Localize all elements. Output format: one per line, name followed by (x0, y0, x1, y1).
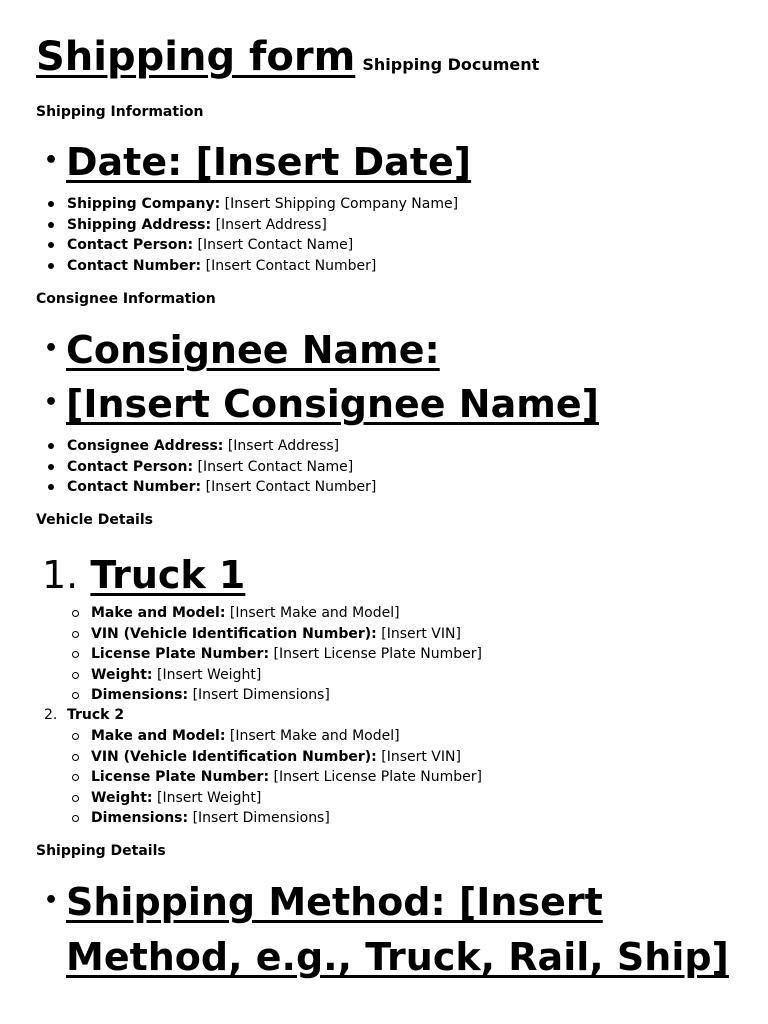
bullet-icon (48, 484, 54, 490)
field-label: License Plate Number: (91, 646, 270, 662)
field-value: [Insert Address] (215, 216, 327, 233)
truck-2-heading (44, 707, 124, 723)
bullet-icon: • (44, 887, 59, 913)
field-label: Contact Person: (67, 458, 194, 475)
field-value: [Insert Contact Number] (205, 479, 377, 495)
field-value: [Insert Weight] (156, 666, 262, 683)
list-item (46, 436, 376, 457)
circle-bullet-icon (72, 692, 79, 699)
consignee-info-list (46, 436, 376, 498)
list-item (46, 477, 376, 498)
truck-name: Truck 2 (67, 707, 125, 723)
consignee-information-heading: Consignee Information (36, 291, 216, 307)
field-value: [Insert Shipping Company Name] (224, 196, 459, 212)
shipping-information-heading: Shipping Information (36, 104, 204, 120)
truck-2-fields (70, 726, 482, 829)
field-value: [Insert Address] (227, 438, 340, 454)
shipping-details-heading: Shipping Details (36, 843, 166, 859)
list-item (70, 665, 482, 686)
field-label: VIN (Vehicle Identification Number): (91, 748, 377, 765)
circle-bullet-icon (72, 754, 79, 761)
field-value: [Insert License Plate Number] (273, 646, 482, 662)
bullet-icon (48, 464, 54, 470)
field-value: [Insert Weight] (156, 789, 262, 806)
field-label: Weight: (91, 666, 153, 683)
bullet-icon: • (44, 389, 59, 415)
field-label: Consignee Address: (67, 438, 224, 454)
truck-name: Truck 1 (90, 553, 246, 597)
circle-bullet-icon (72, 651, 79, 658)
shipping-method-text: Shipping Method: [Insert (66, 880, 603, 924)
field-value: [Insert License Plate Number] (273, 769, 482, 785)
date-item-text: Date: [Insert Date] (66, 140, 472, 184)
shipping-method-text-continued: Method, e.g., Truck, Rail, Ship] (66, 935, 729, 979)
list-item (70, 747, 482, 768)
bullet-icon (48, 222, 54, 228)
list-item (70, 808, 482, 829)
list-item (46, 194, 458, 215)
circle-bullet-icon (72, 815, 79, 822)
list-number: 1. (42, 553, 79, 597)
field-label: Contact Number: (67, 257, 202, 274)
bullet-icon: • (44, 147, 59, 173)
list-item (70, 726, 482, 747)
circle-bullet-icon (72, 672, 79, 679)
bullet-icon (48, 263, 54, 269)
consignee-name-value: [Insert Consignee Name] (66, 382, 599, 426)
field-label: Contact Person: (67, 237, 194, 253)
circle-bullet-icon (72, 610, 79, 617)
field-value: [Insert Make and Model] (229, 728, 400, 744)
field-value: [Insert Make and Model] (229, 605, 400, 621)
field-value: [Insert VIN] (381, 625, 461, 642)
list-item (70, 685, 482, 706)
field-label: Weight: (91, 789, 153, 806)
circle-bullet-icon (72, 774, 79, 781)
list-item (46, 235, 458, 256)
list-item (46, 457, 376, 478)
consignee-name-label: Consignee Name: (66, 328, 440, 372)
vehicle-details-heading: Vehicle Details (36, 512, 153, 528)
bullet-icon (48, 443, 54, 449)
truck-1-heading (42, 553, 245, 597)
field-label: License Plate Number: (91, 769, 270, 785)
field-value: [Insert Contact Name] (197, 458, 354, 475)
list-item (70, 788, 482, 809)
document-title (36, 34, 539, 80)
field-value: [Insert Dimensions] (192, 810, 330, 826)
circle-bullet-icon (72, 795, 79, 802)
truck-1-fields (70, 603, 482, 706)
shipping-method-line1 (44, 881, 603, 925)
field-label: Contact Number: (67, 479, 202, 495)
field-label: Make and Model: (91, 605, 226, 621)
list-item (70, 767, 482, 788)
list-item (70, 603, 482, 624)
consignee-name-line2 (44, 383, 599, 427)
field-value: [Insert VIN] (381, 748, 461, 765)
bullet-icon (48, 242, 54, 248)
list-item (70, 644, 482, 665)
field-value: [Insert Contact Number] (205, 257, 377, 274)
circle-bullet-icon (72, 631, 79, 638)
bullet-icon: • (44, 335, 59, 361)
shipping-method-line2 (66, 936, 729, 980)
field-label: Dimensions: (91, 810, 189, 826)
list-number: 2. (44, 707, 58, 723)
field-value: [Insert Contact Name] (197, 237, 354, 253)
page-title: Shipping form (36, 34, 356, 80)
circle-bullet-icon (72, 733, 79, 740)
date-item (44, 141, 471, 185)
list-item (46, 215, 458, 236)
field-label: Shipping Address: (67, 216, 212, 233)
field-label: Make and Model: (91, 728, 226, 744)
field-label: Shipping Company: (67, 196, 221, 212)
list-item (70, 624, 482, 645)
list-item (46, 256, 458, 277)
page-subtitle: Shipping Document (362, 55, 540, 74)
field-label: VIN (Vehicle Identification Number): (91, 625, 377, 642)
field-label: Dimensions: (91, 687, 189, 703)
field-value: [Insert Dimensions] (192, 687, 330, 703)
consignee-name-line1 (44, 329, 440, 373)
shipping-info-list (46, 194, 458, 276)
bullet-icon (48, 201, 54, 207)
